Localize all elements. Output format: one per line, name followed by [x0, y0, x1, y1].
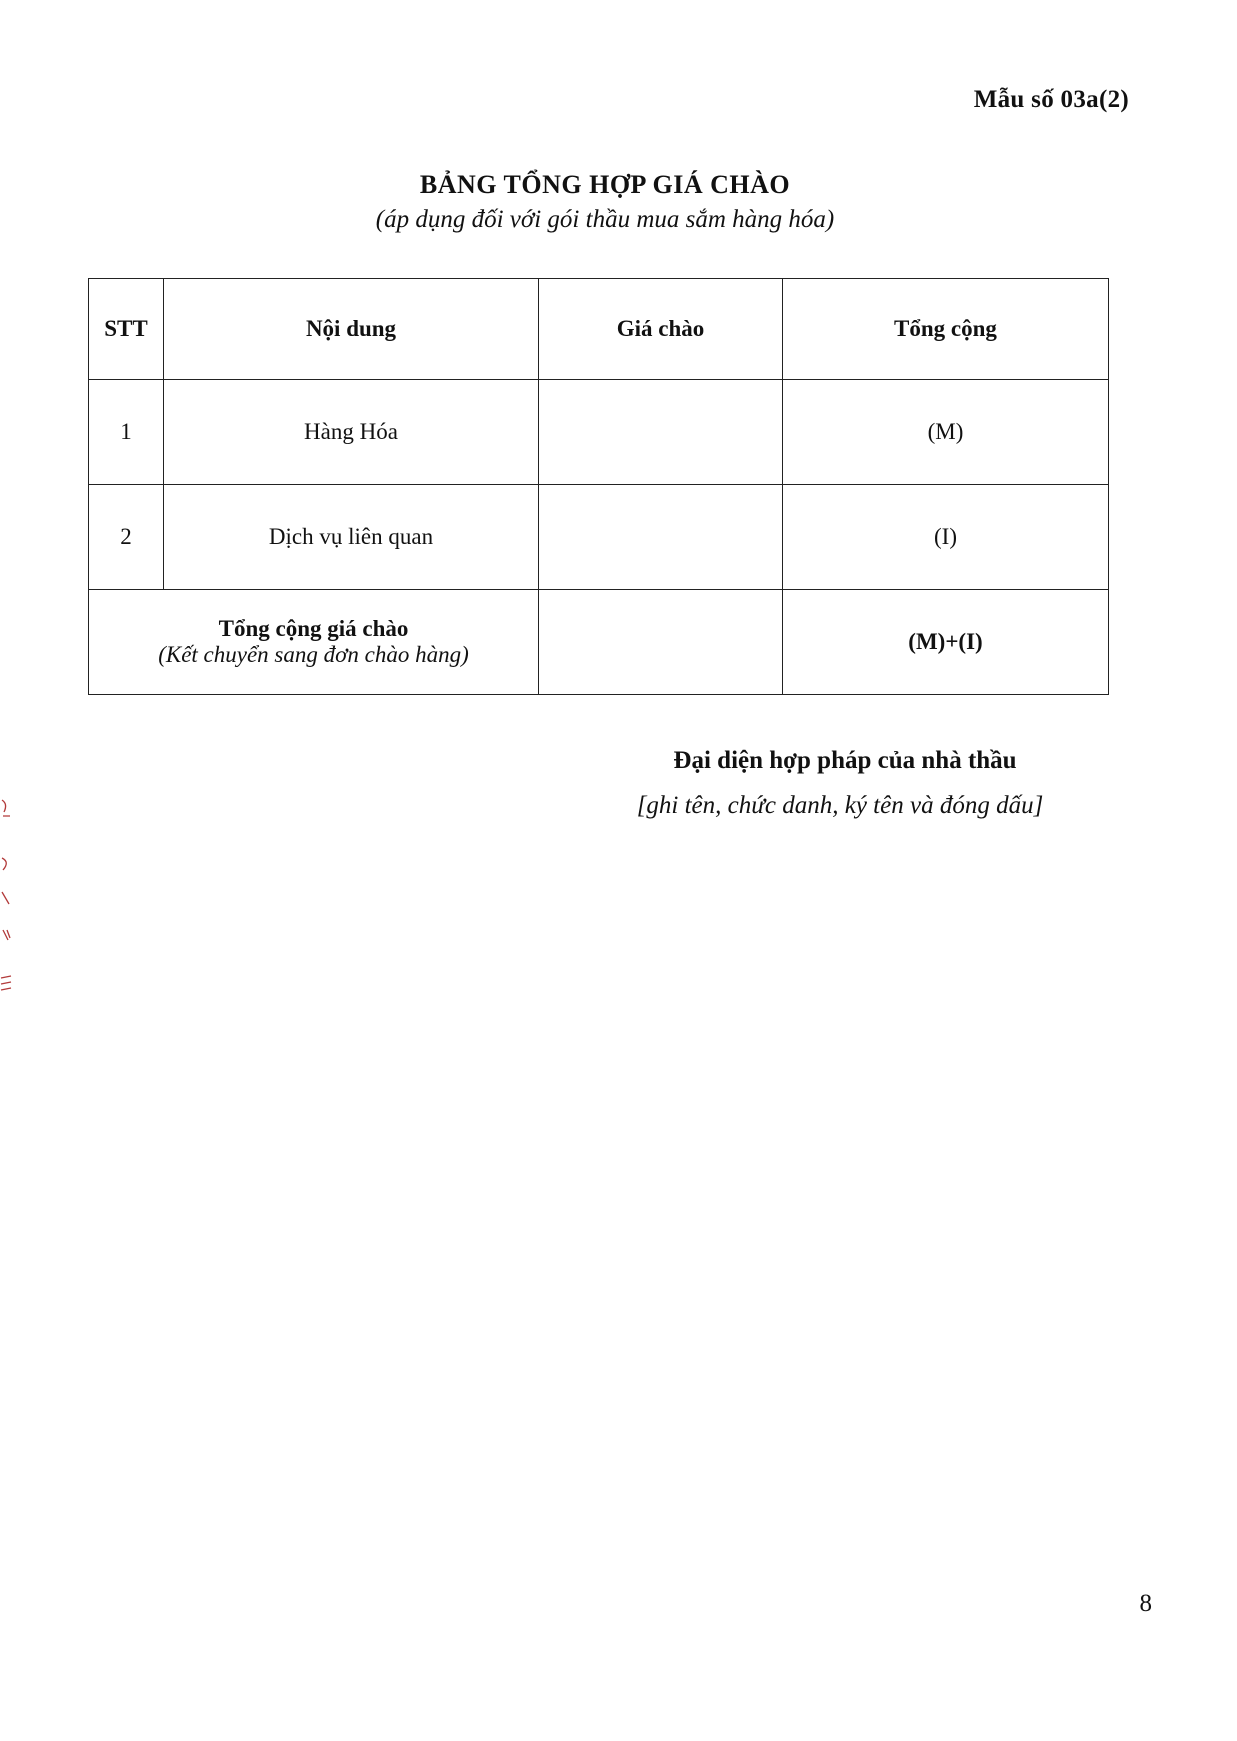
document-title: BẢNG TỔNG HỢP GIÁ CHÀO — [419, 170, 791, 199]
table-row — [89, 380, 1109, 485]
document-subtitle: (áp dụng đối với gói thầu mua sắm hàng hóa) — [375, 206, 835, 233]
row-total: (I) — [783, 485, 1109, 590]
row-stt: 2 — [89, 485, 164, 590]
column-header-content: Nội dung — [164, 279, 539, 380]
price-summary-table — [88, 278, 1109, 695]
row-price — [539, 485, 783, 590]
summary-label-cell — [89, 590, 539, 695]
row-content: Dịch vụ liên quan — [164, 485, 539, 590]
signature-title: Đại diện hợp pháp của nhà thầu — [673, 747, 1017, 774]
page-number: 8 — [1139, 1590, 1152, 1617]
row-total: (M) — [783, 380, 1109, 485]
column-header-total: Tổng cộng — [783, 279, 1109, 380]
row-stt: 1 — [89, 380, 164, 485]
summary-note: (Kết chuyển sang đơn chào hàng) — [158, 642, 469, 667]
summary-total: (M)+(I) — [783, 590, 1109, 695]
stamp-edge-mark — [0, 790, 14, 1020]
summary-row — [89, 590, 1109, 695]
form-code: Mẫu số 03a(2) — [973, 86, 1129, 113]
summary-label: Tổng cộng giá chào — [218, 616, 409, 641]
signature-note: [ghi tên, chức danh, ký tên và đóng dấu] — [636, 792, 1044, 819]
row-price — [539, 380, 783, 485]
summary-price — [539, 590, 783, 695]
column-header-stt: STT — [89, 279, 164, 380]
column-header-price: Giá chào — [539, 279, 783, 380]
table-header-row — [89, 279, 1109, 380]
table-row — [89, 485, 1109, 590]
row-content: Hàng Hóa — [164, 380, 539, 485]
stamp-edge-icon — [0, 790, 14, 1020]
